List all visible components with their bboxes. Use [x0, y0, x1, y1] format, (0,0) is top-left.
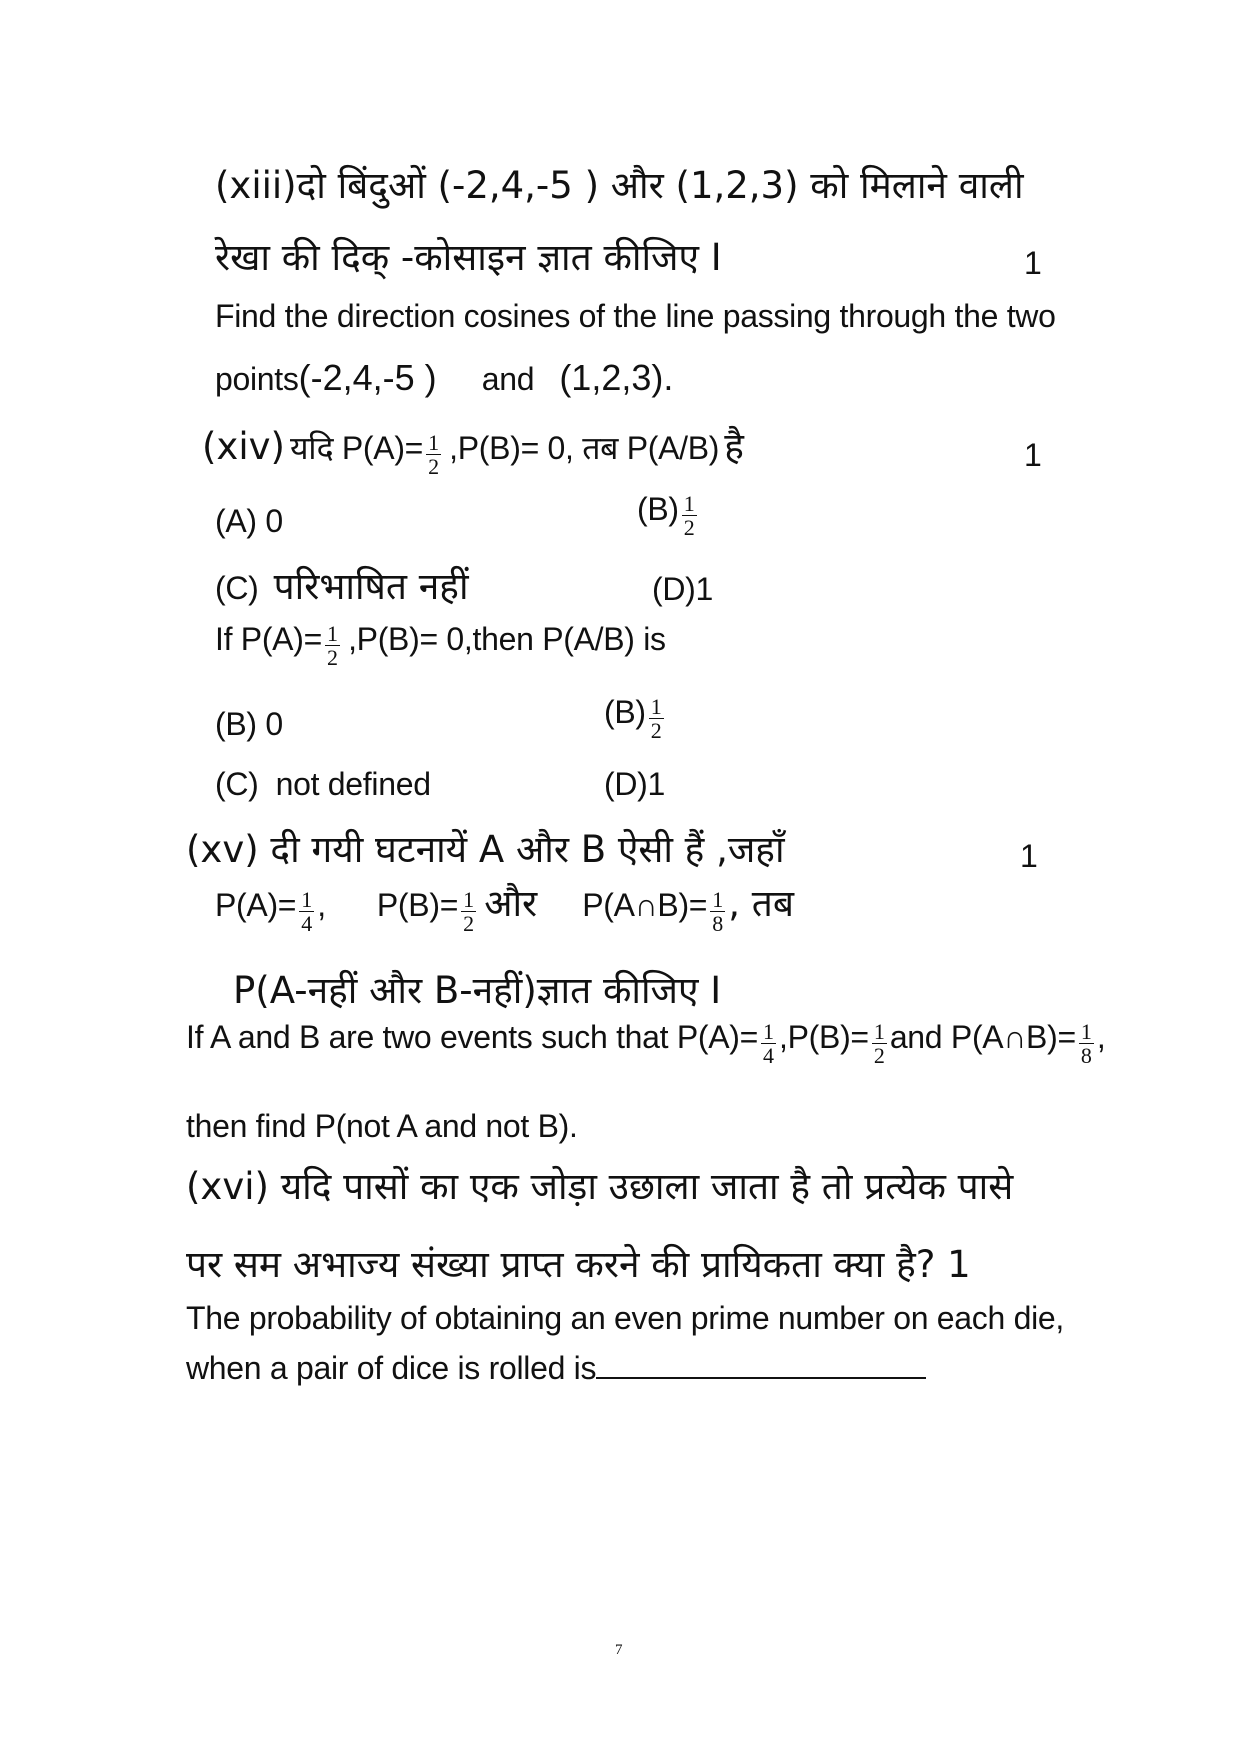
q14-hindi-end: है — [724, 425, 744, 468]
q14-marks: 1 — [1024, 437, 1042, 473]
q14-english-option-d: (D)1 — [604, 766, 666, 802]
q15-pab-fraction: $\frac{1}{8}$ — [712, 886, 724, 936]
q14-number: (xiv) — [202, 425, 285, 468]
q14-english-option-b-label: (B) — [604, 694, 646, 731]
q14-hindi-option-c-label: (C) — [215, 570, 259, 606]
q15-english-line1-c: and P(A∩B)= — [889, 1019, 1076, 1056]
page-number: 7 — [615, 1642, 623, 1658]
q13-hindi-line1: (xiii)दो बिंदुओं (-2,4,-5 ) और (1,2,3) को मिलाने वाली — [215, 164, 1024, 207]
q14-hindi-option-c — [215, 565, 469, 608]
q13-points-word: points — [215, 361, 299, 397]
q15-english-line1-b: ,P(B)= — [779, 1019, 869, 1056]
q14-hindi-option-d: (D)1 — [652, 571, 714, 607]
q15-pa-fraction: $\frac{1}{4}$ — [301, 886, 313, 936]
q15-pb-label: P(B)= — [376, 887, 459, 923]
q16-english-line2 — [186, 1352, 926, 1384]
q14-english-option-c-label: (C) — [215, 766, 259, 802]
q14-fraction-half: $\frac{1}{2}$ — [428, 429, 440, 479]
q16-hindi-line2: पर सम अभाज्य संख्या प्राप्त करने की प्रायिकता क्या है? 1 — [186, 1243, 971, 1286]
q14-english-option-b-fraction: $\frac{1}{2}$ — [650, 694, 662, 744]
q13-point-a: (-2,4,-5 ) — [298, 357, 437, 398]
answer-blank[interactable] — [596, 1353, 926, 1379]
q14-hindi-option-b-fraction: $\frac{1}{2}$ — [683, 491, 695, 541]
q15-aur: और — [484, 882, 538, 925]
q14-hindi-option-a: (A) 0 — [215, 503, 283, 539]
q15-english-pab-fraction: $\frac{1}{8}$ — [1080, 1019, 1092, 1069]
q14-english-pre: If P(A)= — [215, 621, 322, 658]
q14-hindi-option-b — [637, 492, 700, 539]
q14-english-option-c — [215, 768, 431, 800]
q15-hindi-line2 — [215, 882, 794, 936]
q15-marks: 1 — [1020, 838, 1038, 874]
q13-hindi-line2: रेखा की दिक् -कोसाइन ज्ञात कीजिए I — [215, 236, 722, 279]
q15-pab-label: P(A∩B)= — [582, 887, 708, 923]
q14-hindi-question — [202, 425, 744, 479]
q14-hindi-option-b-label: (B) — [637, 491, 679, 528]
q16-english-line2-text: when a pair of dice is rolled is — [186, 1350, 597, 1386]
q14-english-post: ,P(B)= 0,then P(A/B) is — [348, 621, 666, 658]
q15-pa-comma: , — [317, 887, 326, 923]
q14-english-fraction: $\frac{1}{2}$ — [326, 621, 338, 671]
q15-english-pb-fraction: $\frac{1}{2}$ — [873, 1019, 885, 1069]
q14-hindi-pre: यदि P(A)= — [290, 430, 424, 466]
q15-english-line1 — [186, 1020, 1105, 1067]
q13-point-b: (1,2,3). — [559, 357, 674, 398]
q14-english-option-b — [604, 695, 667, 742]
q15-tab: , तब — [728, 882, 794, 925]
q14-hindi-option-c-text: परिभाषित नहीं — [273, 565, 469, 608]
q14-hindi-mid: ,P(B)= 0, तब P(A/B) — [449, 430, 720, 466]
q15-hindi-line3: P(A-नहीं और B-नहीं)ज्ञात कीजिए I — [233, 969, 722, 1012]
q13-english-line1: Find the direction cosines of the line passing through the two — [215, 298, 1056, 334]
q13-english-line2 — [215, 357, 674, 398]
q15-pa-label: P(A)= — [215, 887, 297, 923]
q16-hindi-line1: (xvi) यदि पासों का एक जोड़ा उछाला जाता है तो प्रत्येक पासे — [186, 1165, 1014, 1208]
q15-pb-fraction: $\frac{1}{2}$ — [463, 886, 475, 936]
q13-marks: 1 — [1024, 245, 1042, 281]
q15-hindi-line1: (xv) दी गयी घटनायें A और B ऐसी हैं ,जहाँ — [186, 828, 785, 871]
q13-and-word: and — [481, 361, 535, 397]
q15-english-line1-d: , — [1096, 1019, 1106, 1056]
q15-english-line1-a: If A and B are two events such that P(A)= — [186, 1019, 759, 1056]
q14-english-question — [215, 622, 666, 669]
q15-english-pa-fraction: $\frac{1}{4}$ — [763, 1019, 775, 1069]
q14-english-option-a: (B) 0 — [215, 706, 283, 742]
q15-english-line2: then find P(not A and not B). — [186, 1108, 578, 1144]
q14-english-option-c-text: not defined — [275, 766, 431, 802]
q16-english-line1: The probability of obtaining an even prime number on each die, — [186, 1300, 1064, 1336]
